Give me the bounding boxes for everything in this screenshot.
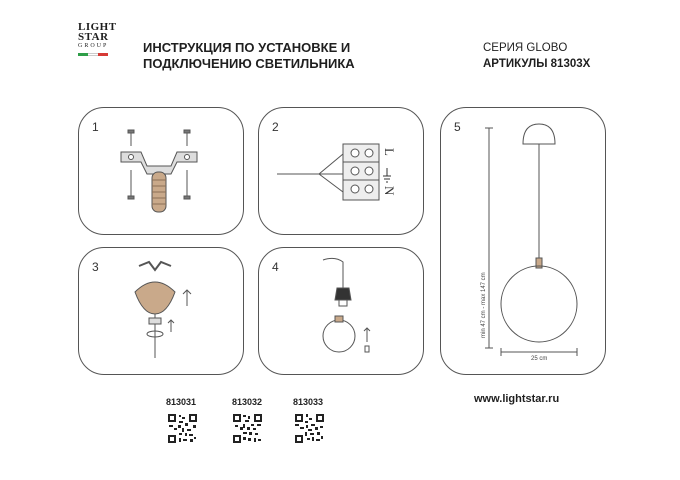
step-2-panel	[258, 107, 424, 235]
canopy-mount-illustration	[79, 248, 243, 374]
brand-logo	[78, 22, 122, 56]
step-number: 3	[92, 260, 99, 274]
logo-line-1: LIGHT	[78, 21, 117, 33]
title-line-2: ПОДКЛЮЧЕНИЮ СВЕТИЛЬНИКА	[143, 56, 355, 71]
step-1-panel	[78, 107, 244, 235]
neutral-terminal-label: N	[382, 186, 397, 196]
installed-pendant-illustration	[441, 108, 605, 374]
article-range: АРТИКУЛЫ 81303X	[483, 58, 591, 70]
logo-line-2: STAR	[78, 31, 109, 43]
step-number: 5	[454, 120, 461, 134]
step-4-panel	[258, 247, 424, 375]
website-link[interactable]: www.lightstar.ru	[474, 393, 560, 405]
step-5-panel	[440, 107, 606, 375]
step-number: 1	[92, 120, 99, 134]
step-3-panel	[78, 247, 244, 375]
qr-code-icon[interactable]	[294, 413, 325, 444]
document-title	[143, 40, 355, 72]
height-dimension-label: min 47 cm - max 147 cm	[481, 272, 487, 338]
step-number: 4	[272, 260, 279, 274]
shade-attach-illustration	[259, 248, 423, 374]
article-code-1: 813031	[166, 397, 197, 407]
step-number: 2	[272, 120, 279, 134]
qr-code-icon[interactable]	[232, 413, 263, 444]
qr-code-icon[interactable]	[167, 413, 198, 444]
series-block	[483, 40, 590, 72]
mounting-bracket-illustration	[79, 108, 243, 234]
italian-flag-icon	[78, 53, 108, 56]
live-terminal-label: L	[382, 148, 397, 156]
article-code-3: 813033	[293, 397, 324, 407]
series-name: СЕРИЯ GLOBO	[483, 42, 568, 54]
article-code-2: 813032	[232, 397, 263, 407]
title-line-1: ИНСТРУКЦИЯ ПО УСТАНОВКЕ И	[143, 40, 351, 55]
logo-line-3: GROUP	[78, 43, 109, 49]
terminal-block-illustration	[259, 108, 423, 234]
width-dimension-label: 25 cm	[531, 356, 548, 362]
